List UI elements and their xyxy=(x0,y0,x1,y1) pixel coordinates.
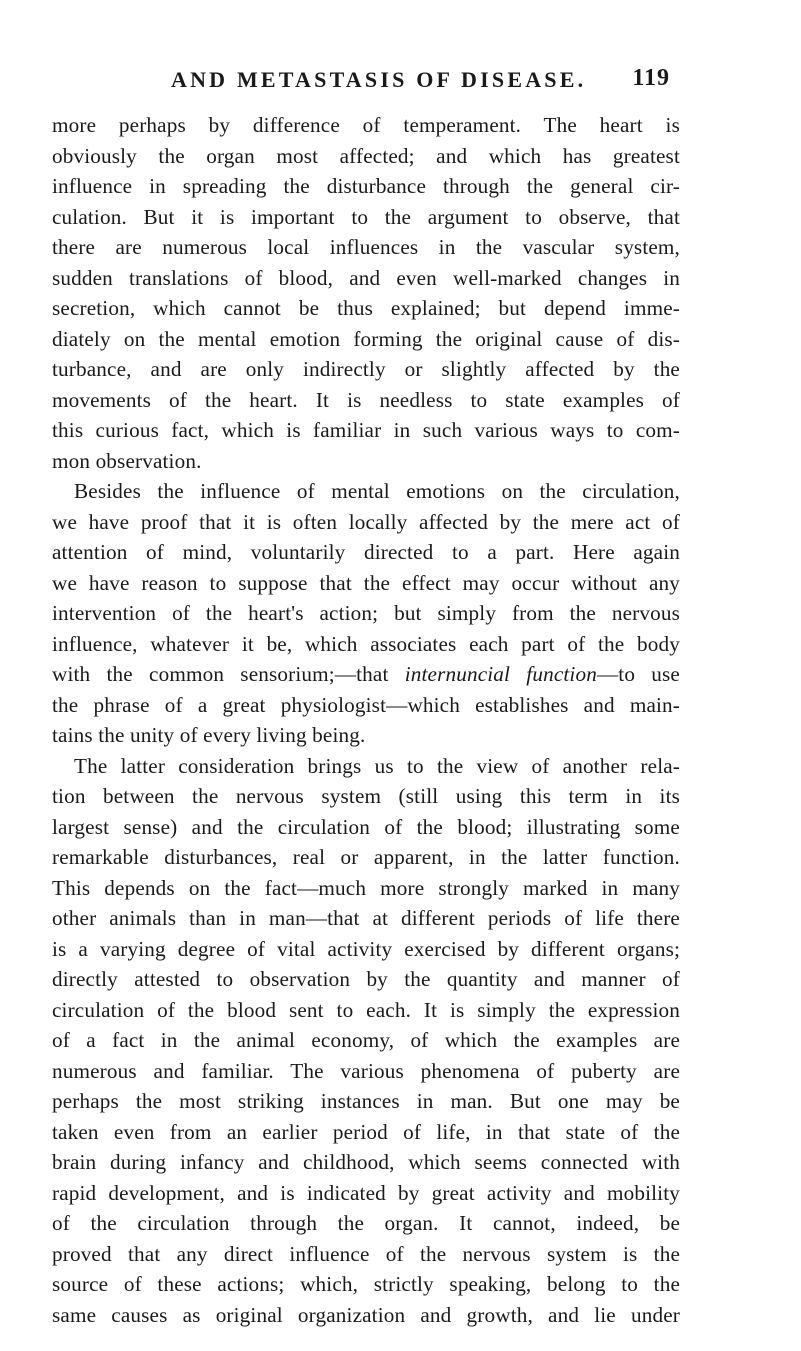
text-line: attention of mind, voluntarily directed to a part. Here again xyxy=(52,540,680,564)
text-line: culation. But it is important to the argument to observe, that xyxy=(52,204,680,229)
text-line: secretion, which cannot be thus explained; but depend imme- xyxy=(52,296,680,320)
text-line: same causes as original organization and growth, and lie under xyxy=(52,1302,680,1327)
paragraph xyxy=(52,751,680,1331)
text-segment: —to use xyxy=(596,662,680,686)
text-line-with-italic xyxy=(52,659,680,690)
text-line: taken even from an earlier period of life, in that state of the xyxy=(52,1119,680,1144)
text-line: brain during infancy and childhood, which seems connected with xyxy=(52,1150,680,1174)
text-line: obviously the organ most affected; and which has greatest xyxy=(52,143,680,168)
text-line: The latter consideration brings us to the view of another rela- xyxy=(74,753,680,778)
text-line: This depends on the fact—much more strongly marked in many xyxy=(52,875,680,900)
text-line: influence, whatever it be, which associates each part of the body xyxy=(52,631,680,656)
body-text xyxy=(52,110,680,1330)
text-line: rapid development, and is indicated by great activity and mobility xyxy=(52,1180,680,1205)
text-line: movements of the heart. It is needless to state examples of xyxy=(52,387,680,412)
text-line: perhaps the most striking instances in man. But one may be xyxy=(52,1089,680,1113)
text-line: this curious fact, which is familiar in such various ways to com- xyxy=(52,418,680,442)
text-line: more perhaps by difference of temperament. The heart is xyxy=(52,113,680,137)
text-line: proved that any direct influence of the nervous system is the xyxy=(52,1241,680,1266)
text-line: directly attested to observation by the quantity and manner of xyxy=(52,967,680,991)
text-line: tion between the nervous system (still using this term in its xyxy=(52,784,680,808)
text-line: we have proof that it is often locally affected by the mere act of xyxy=(52,509,680,534)
text-line: source of these actions; which, strictly speaking, belong to the xyxy=(52,1272,680,1296)
text-line: of a fact in the animal economy, of which the examples are xyxy=(52,1028,680,1052)
paragraph xyxy=(52,476,680,751)
text-segment: with the common sensorium;—that xyxy=(52,662,405,686)
text-line: numerous and familiar. The various phenomena of puberty are xyxy=(52,1058,680,1083)
text-line: tains the unity of every living being. xyxy=(52,723,366,747)
text-line: is a varying degree of vital activity exercised by different organs; xyxy=(52,936,680,961)
page-number: 119 xyxy=(632,65,670,91)
text-line: largest sense) and the circulation of the blood; illustrating some xyxy=(52,814,680,839)
text-line: Besides the influence of mental emotions on the circulation, xyxy=(74,479,680,503)
text-line: circulation of the blood sent to each. It is simply the expression xyxy=(52,997,680,1022)
italic-phrase: internuncial function xyxy=(404,662,597,686)
text-line: mon observation. xyxy=(52,448,202,473)
text-line: diately on the mental emotion forming the original cause of dis- xyxy=(52,326,680,351)
text-line: sudden translations of blood, and even well-marked changes in xyxy=(52,265,680,290)
text-line: we have reason to suppose that the effect may occur without any xyxy=(52,570,680,595)
running-head: AND METASTASIS OF DISEASE. xyxy=(171,67,587,92)
text-line: other animals than in man—that at different periods of life there xyxy=(52,906,680,930)
text-line: turbance, and are only indirectly or slightly affected by the xyxy=(52,357,680,381)
text-line: the phrase of a great physiologist—which establishes and main- xyxy=(52,692,680,717)
text-line: intervention of the heart's action; but simply from the nervous xyxy=(52,601,680,625)
paragraph xyxy=(52,110,680,476)
text-line: influence in spreading the disturbance through the general cir- xyxy=(52,174,680,198)
text-line: there are numerous local influences in the vascular system, xyxy=(52,235,680,259)
text-line: remarkable disturbances, real or apparent, in the latter function. xyxy=(52,845,680,869)
text-line: of the circulation through the organ. It cannot, indeed, be xyxy=(52,1211,680,1235)
